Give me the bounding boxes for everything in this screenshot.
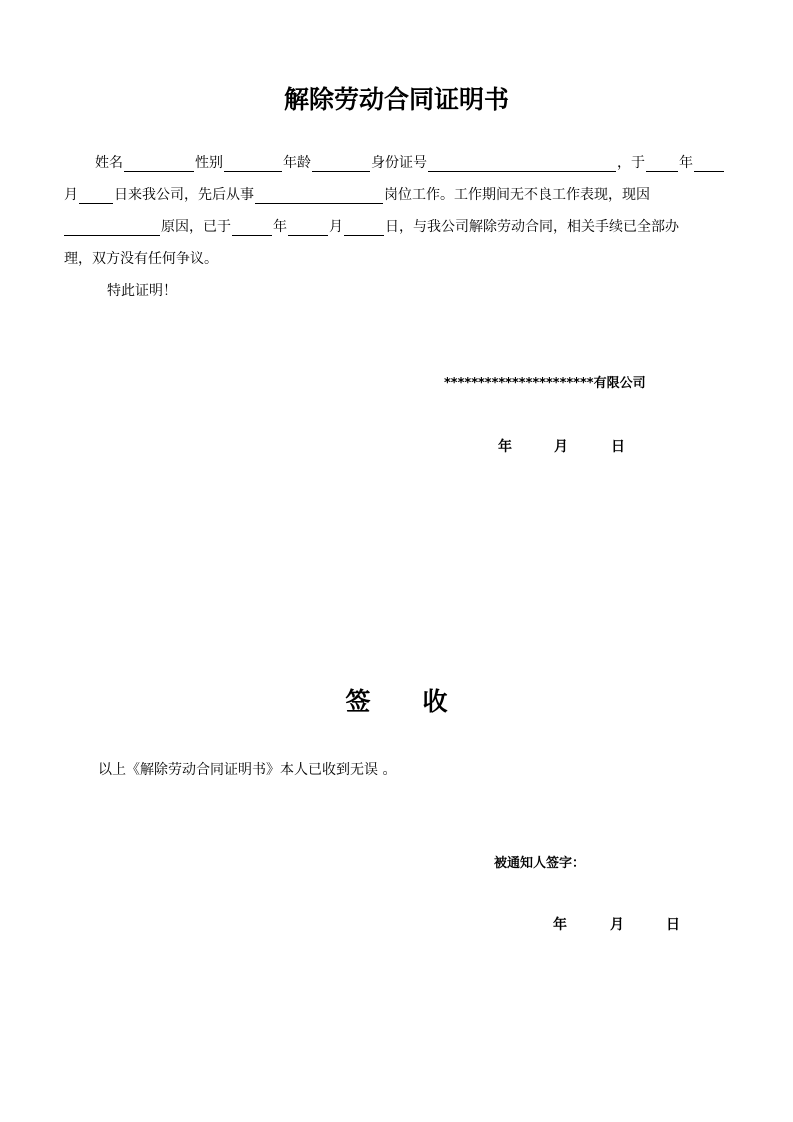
reason-blank (64, 221, 160, 236)
month-blank-start (694, 157, 724, 172)
end-day-blank (344, 221, 384, 236)
body-line-2 (64, 186, 740, 204)
end-month-blank (288, 221, 328, 236)
body-line-4 (64, 250, 740, 268)
notified-signature-label: 被通知人签字： (494, 856, 586, 871)
no-dispute-text: 理，双方没有任何争议。 (64, 251, 218, 267)
receipt-text: 以上《解除劳动合同证明书》本人已收到无误 。 (98, 762, 397, 778)
day-blank (79, 189, 113, 204)
termination-text: 日，与我公司解除劳动合同，相关手续已全部办 (385, 219, 679, 235)
id-label: 身份证号 (371, 155, 427, 171)
reason-text: 原因，已于 (161, 219, 231, 235)
date-year-1: 年 (498, 439, 512, 455)
end-year-label: 年 (273, 219, 287, 235)
year-blank (646, 157, 678, 172)
date-month-1: 月 (554, 439, 568, 455)
sign-title-right: 收 (422, 687, 448, 716)
position-blank (255, 189, 383, 204)
position-text: 岗位工作。工作期间无不良工作表现，现因 (384, 187, 650, 203)
date-day-2: 日 (666, 917, 680, 933)
end-month-label: 月 (329, 219, 343, 235)
year-label: 年 (679, 155, 693, 171)
body-line-1 (95, 154, 771, 172)
body-line-3 (64, 218, 740, 236)
sign-receipt-title (0, 682, 793, 718)
name-label: 姓名 (95, 155, 123, 171)
company-name: **********************有限公司 (444, 376, 646, 391)
gender-label: 性别 (195, 155, 223, 171)
document-title: 解除劳动合同证明书 (283, 85, 509, 114)
age-blank (312, 157, 370, 172)
date-month-2: 月 (610, 917, 624, 933)
sign-title-left: 签 (345, 687, 371, 716)
name-blank (124, 157, 194, 172)
date-day-1: 日 (611, 439, 625, 455)
end-year-blank (232, 221, 272, 236)
join-text: 日来我公司，先后从事 (114, 187, 254, 203)
comma-at-text: ，于 (617, 155, 645, 171)
id-blank (428, 157, 616, 172)
month-label: 月 (64, 187, 78, 203)
gender-blank (224, 157, 282, 172)
certify-text: 特此证明！ (107, 283, 177, 299)
date-year-2: 年 (553, 917, 567, 933)
certify-line (107, 282, 783, 300)
age-label: 年龄 (283, 155, 311, 171)
